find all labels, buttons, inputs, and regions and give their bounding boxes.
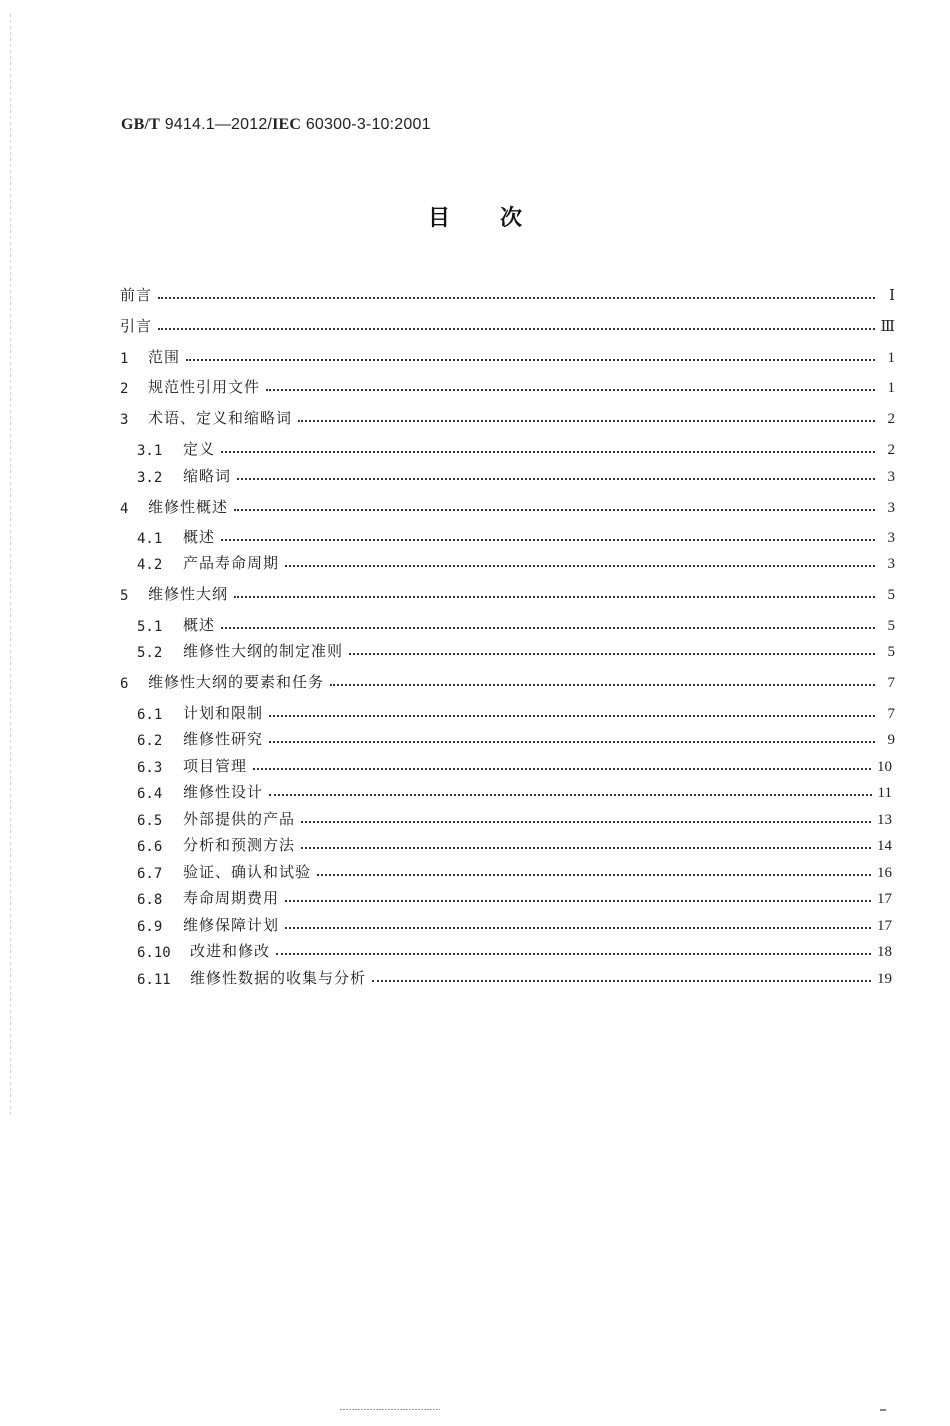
toc-entry-number: 6.8 bbox=[137, 892, 163, 908]
toc-entry[interactable] bbox=[137, 939, 892, 961]
toc-entry-page: 13 bbox=[877, 812, 892, 828]
toc-entry-label: 分析和预测方法 bbox=[183, 836, 296, 854]
toc-entry-page: 18 bbox=[877, 944, 892, 960]
toc-leader-dots bbox=[221, 539, 875, 541]
toc-entry[interactable] bbox=[137, 437, 895, 459]
toc-leader-dots bbox=[253, 768, 871, 770]
toc-entry[interactable] bbox=[137, 525, 895, 547]
toc-entry-label: 定义 bbox=[183, 440, 216, 458]
toc-entry-page: 5 bbox=[887, 618, 895, 634]
toc-entry-number: 6.9 bbox=[137, 919, 163, 935]
toc-entry-page: 14 bbox=[877, 838, 892, 854]
toc-entry-label: 引言 bbox=[120, 317, 153, 335]
toc-leader-dots bbox=[298, 420, 875, 422]
toc-entry-page: 5 bbox=[887, 644, 895, 660]
toc-entry-label: 概述 bbox=[183, 616, 216, 634]
footer-scan-mark bbox=[880, 1409, 886, 1411]
toc-leader-dots bbox=[276, 953, 871, 955]
toc-entry[interactable] bbox=[137, 639, 895, 661]
toc-leader-dots bbox=[158, 297, 875, 299]
toc-entry-number: 5 bbox=[120, 588, 129, 604]
toc-entry-label: 验证、确认和试验 bbox=[183, 863, 312, 881]
toc-entry-number: 6.1 bbox=[137, 707, 163, 723]
toc-entry-number: 6.6 bbox=[137, 839, 163, 855]
footer-scan-line bbox=[340, 1409, 440, 1410]
toc-entry-label: 寿命周期费用 bbox=[183, 889, 280, 907]
toc-entry-page: 17 bbox=[877, 891, 892, 907]
toc-leader-dots bbox=[234, 509, 875, 511]
toc-leader-dots bbox=[158, 328, 875, 330]
toc-leader-dots bbox=[269, 715, 875, 717]
toc-entry-number: 3.2 bbox=[137, 470, 163, 486]
toc-entry-number: 1 bbox=[120, 351, 129, 367]
toc-entry-number: 6 bbox=[120, 676, 129, 692]
toc-entry-label: 外部提供的产品 bbox=[183, 810, 296, 828]
toc-leader-dots bbox=[234, 596, 875, 598]
toc-entry-number: 2 bbox=[120, 381, 129, 397]
toc-entry[interactable] bbox=[120, 345, 895, 367]
toc-entry-number: 6.3 bbox=[137, 760, 163, 776]
iec-prefix: IEC bbox=[272, 116, 302, 133]
toc-entry-label: 改进和修改 bbox=[190, 942, 271, 960]
toc-entry-page: 16 bbox=[877, 865, 892, 881]
toc-entry-page: 5 bbox=[887, 587, 895, 603]
toc-entry-number: 6.5 bbox=[137, 813, 163, 829]
standard-number: 9414.1—2012/ bbox=[164, 116, 273, 133]
toc-entry-page: 1 bbox=[887, 380, 895, 396]
toc-entry[interactable] bbox=[137, 860, 892, 882]
toc-entry[interactable] bbox=[137, 780, 892, 802]
toc-entry[interactable] bbox=[120, 406, 895, 428]
toc-entry-page: Ⅲ bbox=[880, 319, 895, 335]
toc-entry-label: 缩略词 bbox=[183, 467, 232, 485]
toc-entry-number: 5.1 bbox=[137, 619, 163, 635]
toc-entry[interactable] bbox=[137, 913, 892, 935]
toc-leader-dots bbox=[221, 451, 875, 453]
toc-entry-page: 2 bbox=[887, 442, 895, 458]
toc-entry[interactable] bbox=[120, 375, 895, 397]
toc-entry-page: 2 bbox=[887, 411, 895, 427]
title-char-2: 次 bbox=[500, 206, 523, 231]
toc-leader-dots bbox=[349, 653, 875, 655]
toc-entry-page: 19 bbox=[877, 971, 892, 987]
toc-entry-number: 4.2 bbox=[137, 557, 163, 573]
toc-entry-label: 规范性引用文件 bbox=[148, 378, 261, 396]
toc-entry-number: 4.1 bbox=[137, 531, 163, 547]
toc-entry-label: 术语、定义和缩略词 bbox=[148, 409, 293, 427]
toc-entry-number: 6.7 bbox=[137, 866, 163, 882]
toc-entry-page: 7 bbox=[887, 675, 895, 691]
toc-entry[interactable] bbox=[120, 283, 895, 305]
toc-entry-page: 3 bbox=[887, 500, 895, 516]
toc-entry[interactable] bbox=[137, 464, 895, 486]
toc-entry-label: 维修性数据的收集与分析 bbox=[190, 969, 367, 987]
toc-entry-label: 范围 bbox=[148, 348, 181, 366]
toc-entry-label: 维修性设计 bbox=[183, 783, 264, 801]
toc-entry-label: 维修性大纲 bbox=[148, 585, 229, 603]
toc-leader-dots bbox=[266, 389, 875, 391]
toc-leader-dots bbox=[221, 627, 875, 629]
toc-entry[interactable] bbox=[137, 551, 895, 573]
toc-entry-page: 17 bbox=[877, 918, 892, 934]
toc-entry-number: 6.4 bbox=[137, 786, 163, 802]
toc-entry-label: 维修保障计划 bbox=[183, 916, 280, 934]
toc-entry-label: 维修性大纲的要素和任务 bbox=[148, 673, 325, 691]
toc-entry-label: 前言 bbox=[120, 286, 153, 304]
toc-leader-dots bbox=[317, 874, 871, 876]
iec-number: 60300-3-10:2001 bbox=[305, 116, 431, 133]
toc-entry-label: 计划和限制 bbox=[183, 704, 264, 722]
toc-entry-label: 产品寿命周期 bbox=[183, 554, 280, 572]
toc-entry[interactable] bbox=[120, 495, 895, 517]
scan-edge-line bbox=[10, 14, 11, 1114]
toc-entry-page: 7 bbox=[887, 706, 895, 722]
toc-entry-label: 维修性概述 bbox=[148, 498, 229, 516]
toc-leader-dots bbox=[285, 565, 875, 567]
page-title bbox=[0, 201, 950, 232]
toc-entry[interactable] bbox=[137, 701, 895, 723]
toc-entry[interactable] bbox=[137, 807, 892, 829]
title-char-1: 目 bbox=[427, 206, 450, 231]
toc-entry-page: Ⅰ bbox=[889, 288, 895, 304]
toc-leader-dots bbox=[372, 980, 871, 982]
standard-header bbox=[121, 116, 431, 134]
standard-prefix: GB/T bbox=[121, 116, 161, 133]
toc-entry-number: 6.10 bbox=[137, 945, 171, 961]
toc-leader-dots bbox=[330, 684, 875, 686]
toc-leader-dots bbox=[301, 847, 871, 849]
toc-entry-page: 10 bbox=[877, 759, 892, 775]
toc-entry-number: 6.2 bbox=[137, 733, 163, 749]
toc-entry-number: 5.2 bbox=[137, 645, 163, 661]
toc-leader-dots bbox=[301, 821, 871, 823]
toc-entry[interactable] bbox=[120, 670, 895, 692]
toc-leader-dots bbox=[285, 900, 871, 902]
toc-entry-page: 3 bbox=[887, 556, 895, 572]
toc-entry-page: 9 bbox=[887, 732, 895, 748]
toc-entry-page: 1 bbox=[887, 350, 895, 366]
toc-entry-label: 项目管理 bbox=[183, 757, 248, 775]
toc-entry-label: 概述 bbox=[183, 528, 216, 546]
toc-entry[interactable] bbox=[120, 314, 895, 336]
toc-entry-number: 3.1 bbox=[137, 443, 163, 459]
toc-entry[interactable] bbox=[137, 966, 892, 988]
toc-entry-number: 6.11 bbox=[137, 972, 171, 988]
toc-entry-page: 3 bbox=[887, 469, 895, 485]
toc-entry[interactable] bbox=[137, 727, 895, 749]
toc-leader-dots bbox=[186, 359, 875, 361]
toc-leader-dots bbox=[285, 927, 871, 929]
toc-leader-dots bbox=[269, 741, 875, 743]
toc-leader-dots bbox=[269, 794, 872, 796]
toc-entry-label: 维修性研究 bbox=[183, 730, 264, 748]
toc-entry-page: 3 bbox=[887, 530, 895, 546]
toc-entry[interactable] bbox=[137, 886, 892, 908]
toc-entry[interactable] bbox=[120, 582, 895, 604]
toc-entry[interactable] bbox=[137, 833, 892, 855]
toc-entry-number: 4 bbox=[120, 501, 129, 517]
toc-entry-label: 维修性大纲的制定准则 bbox=[183, 642, 344, 660]
toc-entry[interactable] bbox=[137, 613, 895, 635]
toc-entry-number: 3 bbox=[120, 412, 129, 428]
toc-leader-dots bbox=[237, 478, 875, 480]
toc-entry-page: 11 bbox=[877, 785, 892, 801]
toc-entry[interactable] bbox=[137, 754, 892, 776]
